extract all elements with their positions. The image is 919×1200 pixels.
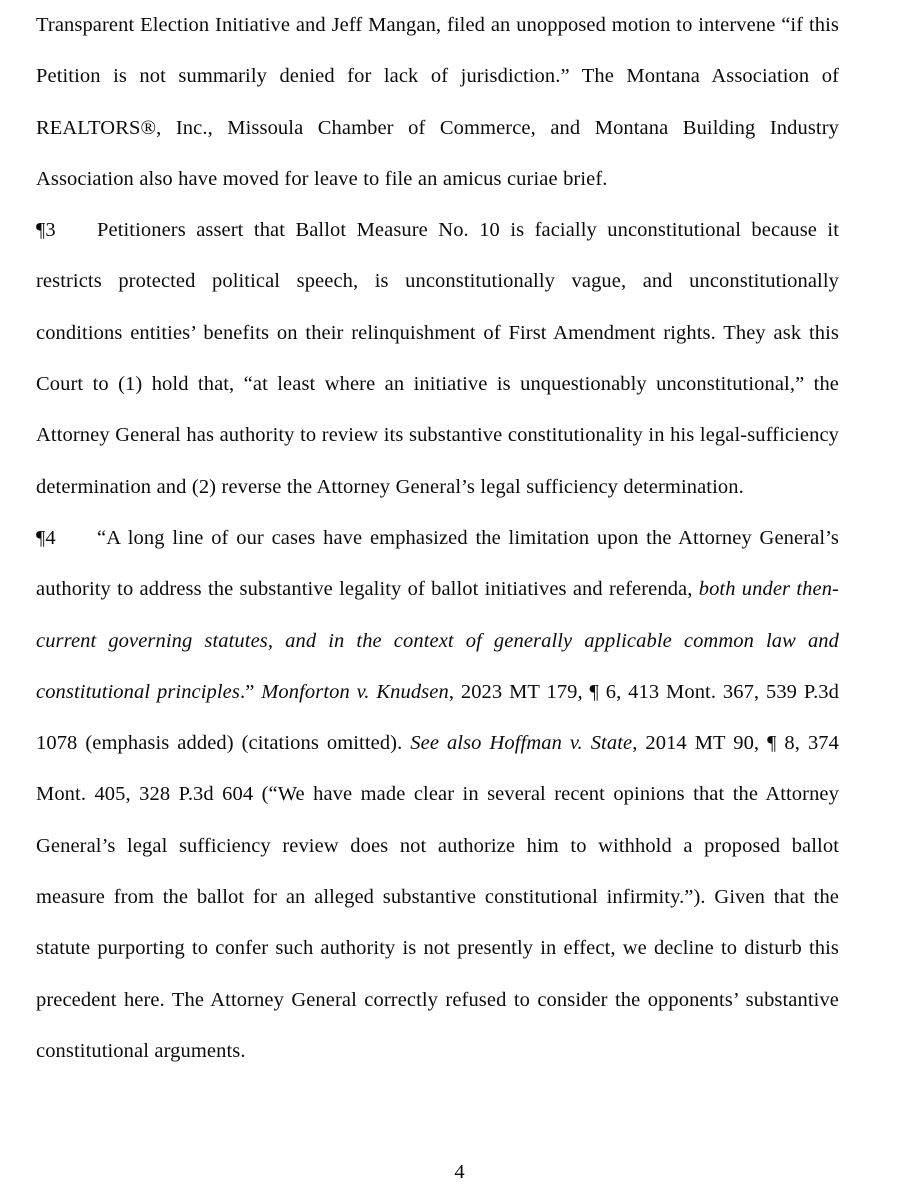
paragraph-4-run-4: , 2023 MT 179, ¶ 6, 413 Mont. 367, 539 P.3d 1078 (emphasis added) (citations omitted). (36, 680, 839, 755)
paragraph-4-run-0: “A long line of our cases have emphasized the limitation upon the Attorney General’s authority to address the substantive legality of ballot initiatives and referenda, (36, 526, 839, 601)
page-number-footer (0, 1158, 919, 1186)
paragraph-continuation (36, 0, 839, 205)
document-body (36, 0, 839, 1077)
paragraph-3-text: Petitioners assert that Ballot Measure No. 10 is facially unconstitutional because it restricts protected political speech, is unconstitutionally vague, and unconstitutionally conditions entities’ benefits on their relinquishment of First Amendment rights. They ask this Court to (1) hold that, “at least where an initiative is unquestionably unconstitutional,” the Attorney General has authority to review its substantive constitutionality in his legal-sufficiency determination and (2) reverse the Attorney General’s legal sufficiency determination. (36, 219, 839, 498)
paragraph-4-emphasis-quote: both under then-current governing statutes, and in the context of generally applicable common law and constitutional principles (36, 578, 839, 703)
paragraph-3 (36, 205, 839, 513)
paragraph-continuation-text: Transparent Election Initiative and Jeff Mangan, filed an unopposed motion to intervene “if this Petition is not summarily denied for lack of jurisdiction.” The Montana Association of REALTORS®, Inc., Missoula Chamber of Commerce, and Montana Building Industry Association also have moved for leave to file an amicus curiae brief. (36, 14, 839, 190)
paragraph-4-run-2: .” (239, 680, 262, 703)
paragraph-4 (36, 513, 839, 1077)
case-citation-monforton: Monforton v. Knudsen (261, 680, 449, 703)
page-number: 4 (454, 1161, 465, 1183)
case-citation-hoffman: See also Hoffman v. State (410, 732, 633, 755)
paragraph-marker-4: ¶4 (36, 526, 56, 549)
paragraph-4-run-6: , 2014 MT 90, ¶ 8, 374 Mont. 405, 328 P.3d 604 (“We have made clear in several recent opinions that the Attorney General’s legal sufficiency review does not authorize him to withhold a proposed ballot measure from the ballot for an alleged substantive constitutional infirmity.”). Given that the statute purporting to confer such authority is not presently in effect, we decline to disturb this precedent here. The Attorney General correctly refused to consider the opponents’ substantive constitutional arguments. (36, 732, 839, 1062)
paragraph-marker-3: ¶3 (36, 219, 56, 242)
